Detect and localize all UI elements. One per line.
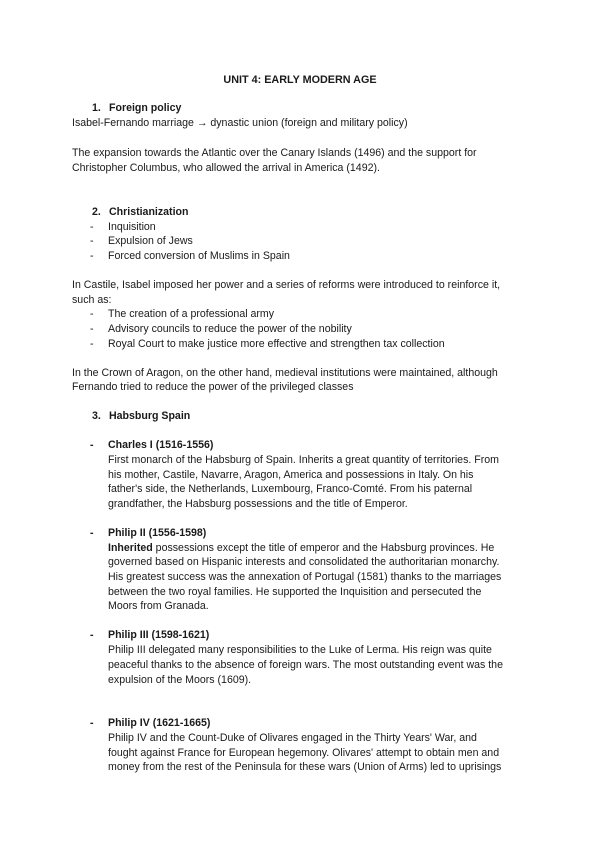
philip3-heading: Philip III (1598-1621) bbox=[108, 629, 210, 641]
charles-line: First monarch of the Habsburg of Spain. Inherits a great quantity of territories. From bbox=[108, 454, 499, 466]
philip2-line: His greatest success was the annexation of Portugal (1581) thanks to the marriages bbox=[108, 571, 502, 583]
list-dash: - bbox=[90, 527, 94, 539]
list-item: Advisory councils to reduce the power of the nobility bbox=[108, 323, 352, 335]
philip2-line: Moors from Granada. bbox=[108, 600, 209, 612]
list-item: Royal Court to make justice more effective and strengthen tax collection bbox=[108, 338, 445, 350]
page-title: UNIT 4: EARLY MODERN AGE bbox=[223, 74, 377, 86]
list-dash: - bbox=[90, 323, 94, 335]
philip3-line: expulsion of the Moors (1609). bbox=[108, 674, 252, 686]
list-dash: - bbox=[90, 439, 94, 451]
list-item: Inquisition bbox=[108, 221, 156, 233]
list-dash: - bbox=[90, 235, 94, 247]
philip2-line: governed based on Hispanic interests and consolidated the authoritarian monarchy. bbox=[108, 556, 500, 568]
philip4-line: fought against France for European hegemony. Olivares' attempt to obtain men and bbox=[108, 747, 500, 759]
philip2-line: Inherited possessions except the title of emperor and the Habsburg provinces. He bbox=[108, 542, 495, 554]
philip4-line: money from the rest of the Peninsula for these wars (Union of Arms) led to uprisings bbox=[108, 761, 502, 773]
philip2-heading: Philip II (1556-1598) bbox=[108, 527, 207, 539]
section-2-heading: 2. Christianization bbox=[92, 206, 189, 218]
aragon-paragraph-line-1: In the Crown of Aragon, on the other hand, medieval institutions were maintained, although bbox=[72, 367, 498, 379]
list-item: Expulsion of Jews bbox=[108, 235, 193, 247]
list-dash: - bbox=[90, 629, 94, 641]
section-1-line: Isabel-Fernando marriage → dynastic union (foreign and military policy) bbox=[72, 117, 408, 129]
list-dash: - bbox=[90, 250, 94, 262]
philip4-line: Philip IV and the Count-Duke of Olivares engaged in the Thirty Years' War, and bbox=[108, 732, 477, 744]
philip3-line: Philip III delegated many responsibilities to the Luke of Lerma. His reign was quite bbox=[108, 644, 492, 656]
castile-paragraph-line-2: such as: bbox=[72, 294, 112, 306]
list-dash: - bbox=[90, 717, 94, 729]
section-3-heading: 3. Habsburg Spain bbox=[92, 410, 191, 422]
section-1-paragraph-line-1: The expansion towards the Atlantic over the Canary Islands (1496) and the support for bbox=[72, 147, 477, 159]
philip3-line: peaceful thanks to the absence of foreign wars. The most outstanding event was the bbox=[108, 659, 503, 671]
section-1-heading: 1. Foreign policy bbox=[92, 102, 182, 114]
list-item: Forced conversion of Muslims in Spain bbox=[108, 250, 290, 262]
charles-line: his mother, Castile, Navarre, Aragon, America and possessions in Italy. On his bbox=[108, 469, 474, 481]
aragon-paragraph-line-2: Fernando tried to reduce the power of the privileged classes bbox=[72, 381, 354, 393]
charles-line: grandfather, the Habsburg possessions and the title of Emperor. bbox=[108, 498, 408, 510]
section-1-paragraph-line-2: Christopher Columbus, who allowed the arrival in America (1492). bbox=[72, 162, 380, 174]
castile-paragraph-line-1: In Castile, Isabel imposed her power and a series of reforms were introduced to reinforce it, bbox=[72, 279, 501, 291]
charles-line: father's side, the Netherlands, Luxembourg, Franco-Comté. From his paternal bbox=[108, 483, 473, 495]
list-item: The creation of a professional army bbox=[108, 308, 275, 320]
philip4-heading: Philip IV (1621-1665) bbox=[108, 717, 211, 729]
list-dash: - bbox=[90, 308, 94, 320]
list-dash: - bbox=[90, 221, 94, 233]
philip2-line: between the two royal families. He supported the Inquisition and persecuted the bbox=[108, 586, 482, 598]
list-dash: - bbox=[90, 338, 94, 350]
charles-heading: Charles I (1516-1556) bbox=[108, 439, 214, 451]
